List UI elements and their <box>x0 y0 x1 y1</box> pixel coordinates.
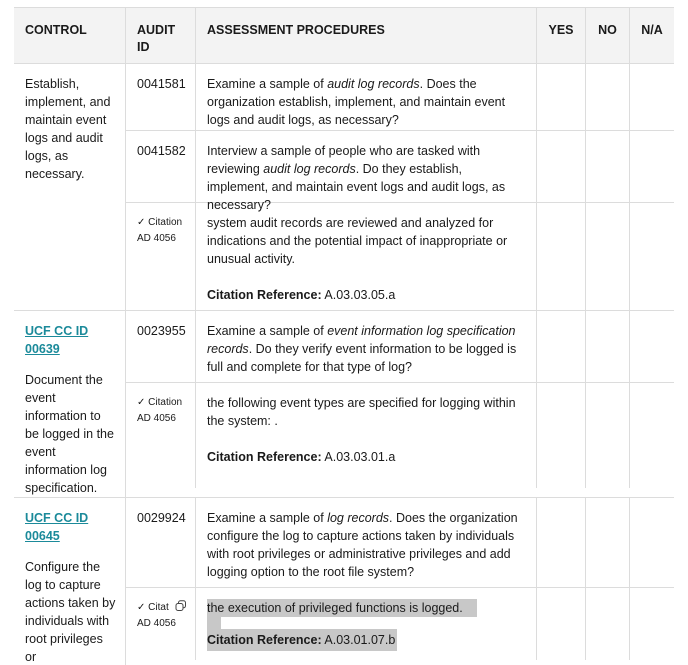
control-group-2 <box>14 311 674 498</box>
no-cell[interactable] <box>586 588 630 660</box>
header-audit-id <box>126 8 196 63</box>
ucf-cc-id-line2: 00639 <box>25 342 60 356</box>
citation-code: AD 4056 <box>137 618 176 629</box>
yes-cell[interactable] <box>537 311 586 382</box>
procedure-rows <box>126 498 674 665</box>
citation-reference-label: Citation Reference: <box>207 450 322 464</box>
citation-reference-value: A.03.03.01.a <box>321 450 396 464</box>
citation-text-cell <box>196 588 537 660</box>
procedure-text-post: . Does the organization establish, implement, and maintain event logs and audit logs, as necessary? <box>207 77 506 127</box>
header-control: CONTROL <box>14 8 126 63</box>
citation-reference-value: A.03.03.05.a <box>321 288 396 302</box>
na-cell[interactable] <box>630 383 674 488</box>
procedure-text-pre: Examine a sample of <box>207 77 328 91</box>
audit-table <box>14 7 674 665</box>
control-group-1 <box>14 64 674 311</box>
citation-reference <box>207 629 526 651</box>
procedure-text-post: . Do they verify event information to be logged is full and complete for that type of log? <box>207 342 517 374</box>
audit-id: 0041582 <box>126 131 196 202</box>
citation-cell <box>126 588 196 660</box>
table-row <box>126 383 674 488</box>
procedure-text <box>196 311 537 382</box>
procedure-rows <box>126 311 674 497</box>
control-cell <box>14 498 126 665</box>
citation-reference-label: Citation Reference: <box>207 288 322 302</box>
control-cell <box>14 311 126 497</box>
citation-label: ✓ Citation <box>137 397 183 408</box>
header-audit-id-line2: ID <box>137 40 150 54</box>
procedure-text-pre: Interview a sample of people who are tasked with reviewing <box>207 144 481 176</box>
no-cell[interactable] <box>586 131 630 202</box>
yes-cell[interactable] <box>537 383 586 488</box>
table-row <box>126 588 674 660</box>
header-no: NO <box>586 8 630 63</box>
no-cell[interactable] <box>586 498 630 587</box>
na-cell[interactable] <box>630 203 674 310</box>
selection-highlight <box>207 617 221 629</box>
yes-cell[interactable] <box>537 64 586 130</box>
audit-id: 0041581 <box>126 64 196 130</box>
table-header <box>14 8 674 64</box>
citation-text-cell <box>196 203 537 310</box>
citation-reference <box>207 286 526 304</box>
header-audit-id-line1: AUDIT <box>137 23 176 37</box>
citation-reference-value: A.03.01.07.b <box>321 633 396 647</box>
citation-code: AD 4056 <box>137 413 176 424</box>
control-description: Configure the log to capture actions taken by individuals with root privileges or <box>25 560 116 664</box>
ucf-cc-id-link[interactable] <box>25 509 117 545</box>
na-cell[interactable] <box>630 311 674 382</box>
table-row <box>126 131 674 212</box>
no-cell[interactable] <box>586 203 630 310</box>
citation-text: the following event types are specified for logging within the system: . <box>207 396 516 428</box>
citation-text: the execution of privileged functions is logged. <box>207 599 477 617</box>
procedure-text-emphasis: audit log records <box>327 77 420 91</box>
citation-code: AD 4056 <box>137 233 176 244</box>
control-cell <box>14 64 126 310</box>
header-procedures: ASSESSMENT PROCEDURES <box>196 8 537 63</box>
procedure-text-post: . Does the organization configure the log to capture actions taken by individuals with root privileges or administrative privileges and add logging option to the root file system? <box>207 511 518 579</box>
procedure-text-pre: Examine a sample of <box>207 511 328 525</box>
copy-icon[interactable] <box>175 600 187 612</box>
procedure-text <box>196 498 537 587</box>
yes-cell[interactable] <box>537 588 586 660</box>
no-cell[interactable] <box>586 64 630 130</box>
na-cell[interactable] <box>630 64 674 130</box>
procedure-rows <box>126 64 674 310</box>
control-group-3 <box>14 498 674 665</box>
citation-text-wrap <box>207 599 526 617</box>
yes-cell[interactable] <box>537 131 586 202</box>
procedure-text-pre: Examine a sample of <box>207 324 328 338</box>
citation-label-row <box>137 600 195 616</box>
procedure-text-emphasis: audit log records <box>263 162 356 176</box>
control-description: Document the event information to be logged in the event information log specification. <box>25 373 114 495</box>
citation-cell <box>126 383 196 488</box>
procedure-text <box>196 64 537 130</box>
na-cell[interactable] <box>630 588 674 660</box>
procedure-text-emphasis: log records <box>327 511 390 525</box>
no-cell[interactable] <box>586 311 630 382</box>
header-yes: YES <box>537 8 586 63</box>
citation-text-cell <box>196 383 537 488</box>
citation-cell <box>126 203 196 310</box>
procedure-text-post: . Do they establish, implement, and maintain event logs and audit logs, as necessary? <box>207 162 506 212</box>
citation-text: system audit records are reviewed and analyzed for indications and the potential impact of inappropriate or unusual activity. <box>207 216 508 266</box>
na-cell[interactable] <box>630 498 674 587</box>
na-cell[interactable] <box>630 131 674 202</box>
citation-label: ✓ Citation <box>137 217 183 228</box>
citation-label: ✓ Citat <box>137 602 169 613</box>
table-row <box>126 498 674 588</box>
yes-cell[interactable] <box>537 203 586 310</box>
table-row <box>126 64 674 131</box>
procedure-text <box>196 131 537 212</box>
audit-id: 0029924 <box>126 498 196 587</box>
citation-reference <box>207 448 526 466</box>
header-na: N/A <box>641 23 663 37</box>
control-description: Establish, implement, and maintain event logs and audit logs, as necessary. <box>25 77 111 181</box>
table-row <box>126 311 674 383</box>
yes-cell[interactable] <box>537 498 586 587</box>
ucf-cc-id-link[interactable] <box>25 322 117 358</box>
ucf-cc-id-line2: 00645 <box>25 529 60 543</box>
no-cell[interactable] <box>586 383 630 488</box>
table-row <box>126 203 674 310</box>
ucf-cc-id-line1: UCF CC ID <box>25 511 89 525</box>
procedure-text-emphasis: event information log specification records <box>207 324 516 356</box>
ucf-cc-id-line1: UCF CC ID <box>25 324 89 338</box>
citation-reference-label: Citation Reference: <box>207 633 322 647</box>
audit-id: 0023955 <box>126 311 196 382</box>
